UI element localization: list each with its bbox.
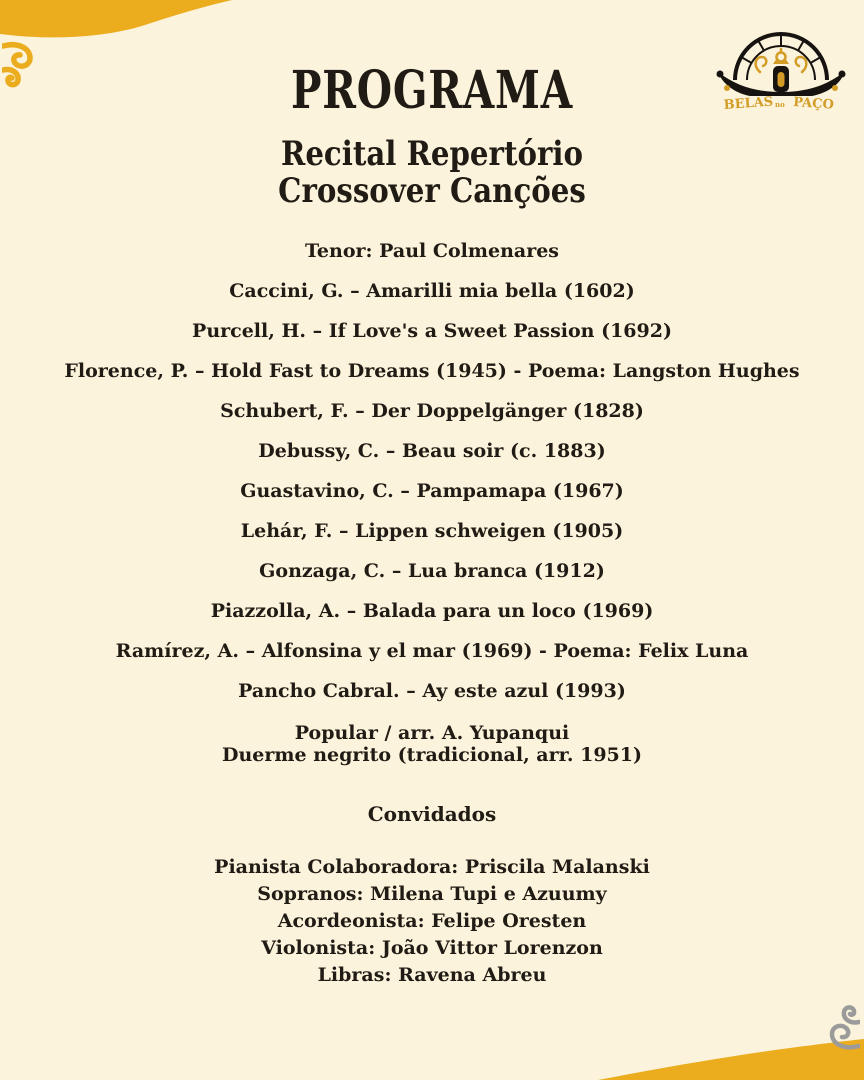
credit-line: Violonista: João Vittor Lorenzon bbox=[261, 937, 603, 959]
logo-word-belas: BELAS bbox=[723, 94, 774, 113]
logo-word-no: no bbox=[775, 100, 785, 109]
program-item: Guastavino, C. – Pampamapa (1967) bbox=[240, 480, 624, 502]
subtitle-line-2: Crossover Canções bbox=[278, 171, 586, 211]
program-item: Ramírez, A. – Alfonsina y el mar (1969) - Poema: Felix Luna bbox=[115, 640, 749, 662]
subtitle-line-1: Recital Repertório bbox=[281, 134, 583, 174]
logo-word-paco: PAÇO bbox=[792, 95, 835, 113]
final-entry-line-2: Duerme negrito (tradicional, arr. 1951) bbox=[222, 744, 642, 766]
credit-line: Sopranos: Milena Tupi e Azuumy bbox=[257, 883, 607, 905]
recital-subtitle bbox=[60, 136, 803, 210]
performer-line: Tenor: Paul Colmenares bbox=[304, 240, 560, 262]
program-item: Debussy, C. – Beau soir (c. 1883) bbox=[258, 440, 606, 462]
program-item: Gonzaga, C. – Lua branca (1912) bbox=[259, 560, 605, 582]
program-item: Florence, P. – Hold Fast to Dreams (1945) - Poema: Langston Hughes bbox=[64, 360, 800, 382]
guest-credits bbox=[0, 854, 864, 989]
program-item: Piazzolla, A. – Balada para un loco (1969) bbox=[210, 600, 654, 622]
credit-line: Pianista Colaboradora: Priscila Malanski bbox=[214, 856, 650, 878]
final-entry-line-1: Popular / arr. A. Yupanqui bbox=[294, 722, 570, 744]
program-item: Schubert, F. – Der Doppelgänger (1828) bbox=[220, 400, 644, 422]
program-item: Lehár, F. – Lippen schweigen (1905) bbox=[240, 520, 624, 542]
credit-line: Libras: Ravena Abreu bbox=[317, 964, 547, 986]
bottom-wave-decoration bbox=[0, 1030, 864, 1080]
program-item: Purcell, H. – If Love's a Sweet Passion (1692) bbox=[192, 320, 672, 342]
program-item: Caccini, G. – Amarilli mia bella (1602) bbox=[229, 280, 635, 302]
program-item: Pancho Cabral. – Ay este azul (1993) bbox=[238, 680, 626, 702]
credit-line: Acordeonista: Felipe Oresten bbox=[277, 910, 587, 932]
swirl-ornament-bottom-right-icon bbox=[824, 1002, 860, 1052]
program-final-entry bbox=[0, 722, 864, 766]
guests-heading: Convidados bbox=[367, 802, 497, 826]
page-title: PROGRAMA bbox=[291, 60, 573, 121]
